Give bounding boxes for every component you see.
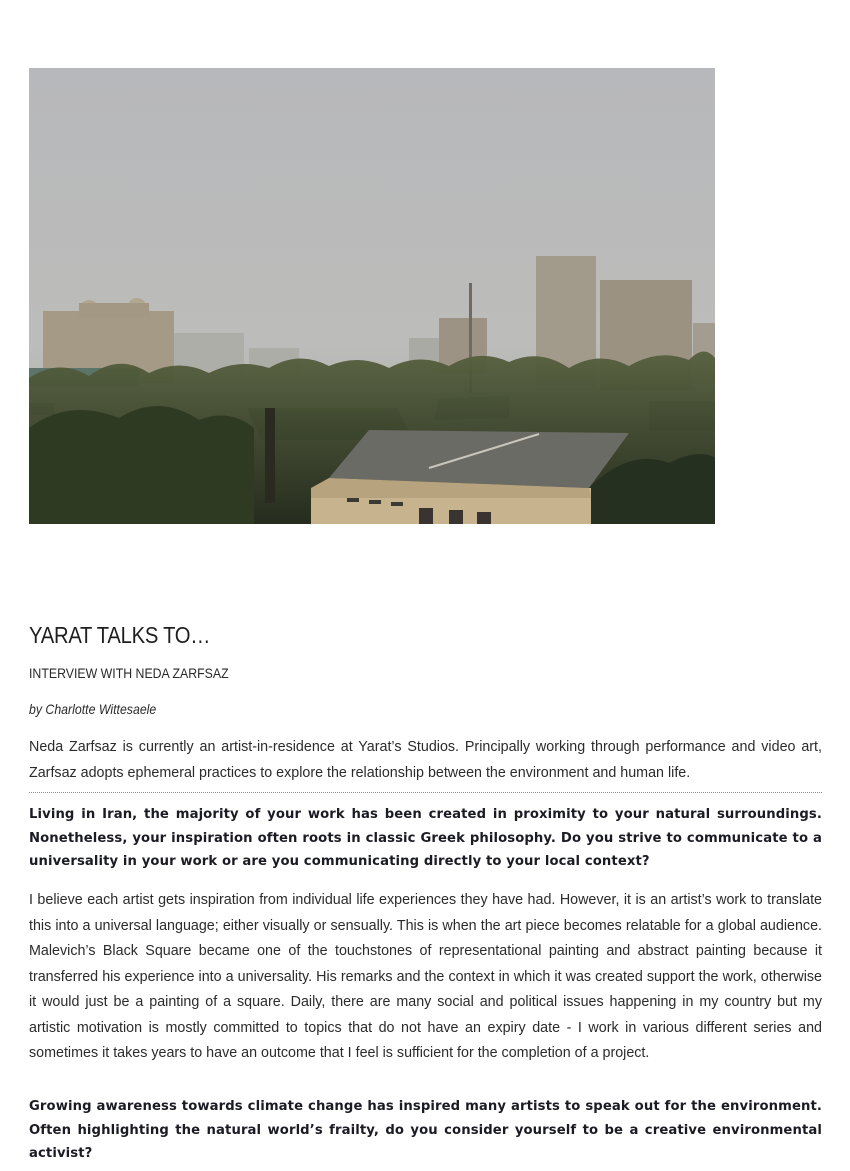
article-title: YARAT TALKS TO… xyxy=(29,622,211,648)
article-byline: by Charlotte Wittesaele xyxy=(29,701,157,717)
interview-question: Growing awareness towards climate change has inspired many artists to speak out for the environment. Often highlighting the natural world’s frailty, do you consider yourself to be a creative environmental activist? xyxy=(29,1099,822,1161)
city-skyline-photo-icon xyxy=(29,68,715,524)
interview-answer: I believe each artist gets inspiration from individual life experiences they have had. However, it is an artist’s work to translate this into a universal language; either visually or sensually. This is when the art piece becomes relatable for a global audience. Malevich’s Black Square became one of the touchstones of representational painting and abstract painting because it transferred his experience into a universality. His remarks and the context in which it was created support the work, otherwise it would just be a painting of a square. Daily, there are many social and political issues happening in my country but my artistic motivation is mostly committed to topics that do not have an expiry date - I work in various different series and sometimes it takes years to have an outcome that I feel is sufficient for the completion of a project. xyxy=(29,892,822,1061)
header-photo xyxy=(29,68,715,524)
article-intro: Neda Zarfsaz is currently an artist-in-residence at Yarat’s Studios. Principally working through performance and video art, Zarfsaz adopts ephemeral practices to explore the relationship between the environment and human life. xyxy=(29,739,822,781)
interview-question: Living in Iran, the majority of your work has been created in proximity to your natural surroundings. Nonetheless, your inspiration often roots in classic Greek philosophy. Do you strive to communicate to a universality in your work or are you communicating directly to your local context? xyxy=(29,807,822,869)
article-subtitle: INTERVIEW WITH NEDA ZARFSAZ xyxy=(29,665,229,681)
section-divider xyxy=(29,792,822,793)
